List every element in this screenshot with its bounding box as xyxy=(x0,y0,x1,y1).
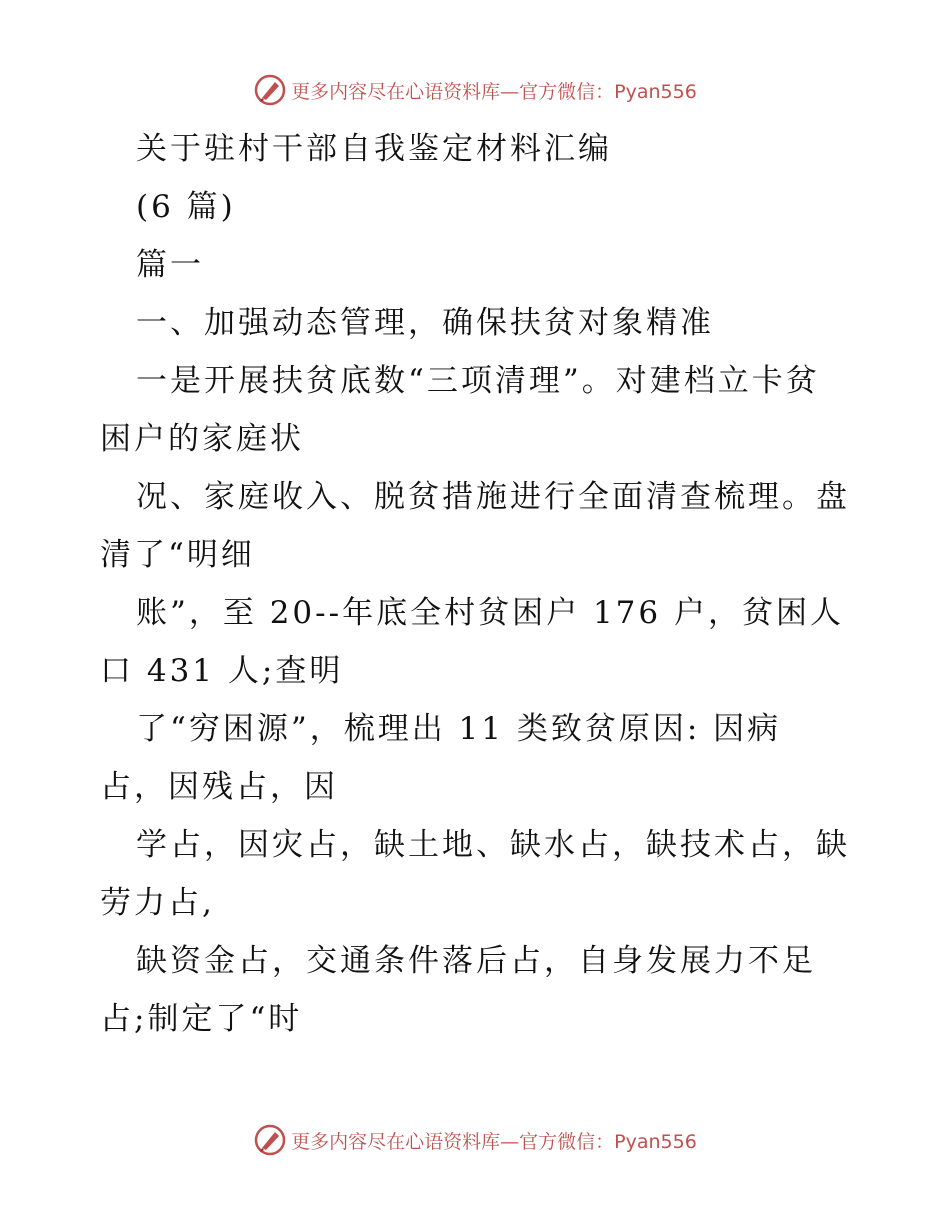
document-body xyxy=(100,120,860,1048)
header-banner-text: 更多内容尽在心语资料库—官方微信：Pyan556 xyxy=(291,80,697,103)
paragraph-line: 口 431 人;查明 xyxy=(100,653,344,689)
paragraph-line: 清了“明细 xyxy=(100,537,255,573)
pen-logo-icon xyxy=(253,1123,287,1157)
footer-banner-text: 更多内容尽在心语资料库—官方微信：Pyan556 xyxy=(291,1130,697,1153)
paragraph-line: 困户的家庭状 xyxy=(100,421,304,457)
document-subtitle: (6 篇) xyxy=(136,189,236,225)
paragraph-line: 缺资金占，交通条件落后占，自身发展力不足 xyxy=(136,943,816,979)
paragraph-line: 了“穷困源”，梳理出 11 类致贫原因: 因病 xyxy=(136,711,782,747)
paragraph-line: 况、家庭收入、脱贫措施进行全面清查梳理。盘 xyxy=(136,479,850,515)
section-label: 篇一 xyxy=(136,247,204,283)
footer-banner xyxy=(0,1120,950,1160)
document-title: 关于驻村干部自我鉴定材料汇编 xyxy=(136,131,612,167)
header-banner xyxy=(0,70,950,110)
paragraph-line: 一是开展扶贫底数“三项清理”。对建档立卡贫 xyxy=(136,363,820,399)
paragraph-line: 占，因残占，因 xyxy=(100,769,338,805)
paragraph-line: 劳力占, xyxy=(100,885,215,921)
paragraph-line: 学占，因灾占，缺土地、缺水占，缺技术占，缺 xyxy=(136,827,850,863)
section-heading: 一、加强动态管理，确保扶贫对象精准 xyxy=(136,305,714,341)
pen-logo-icon xyxy=(253,73,287,107)
paragraph-line: 占;制定了“时 xyxy=(100,1001,303,1037)
paragraph-line: 账”，至 20--年底全村贫困户 176 户，贫困人 xyxy=(136,595,844,631)
